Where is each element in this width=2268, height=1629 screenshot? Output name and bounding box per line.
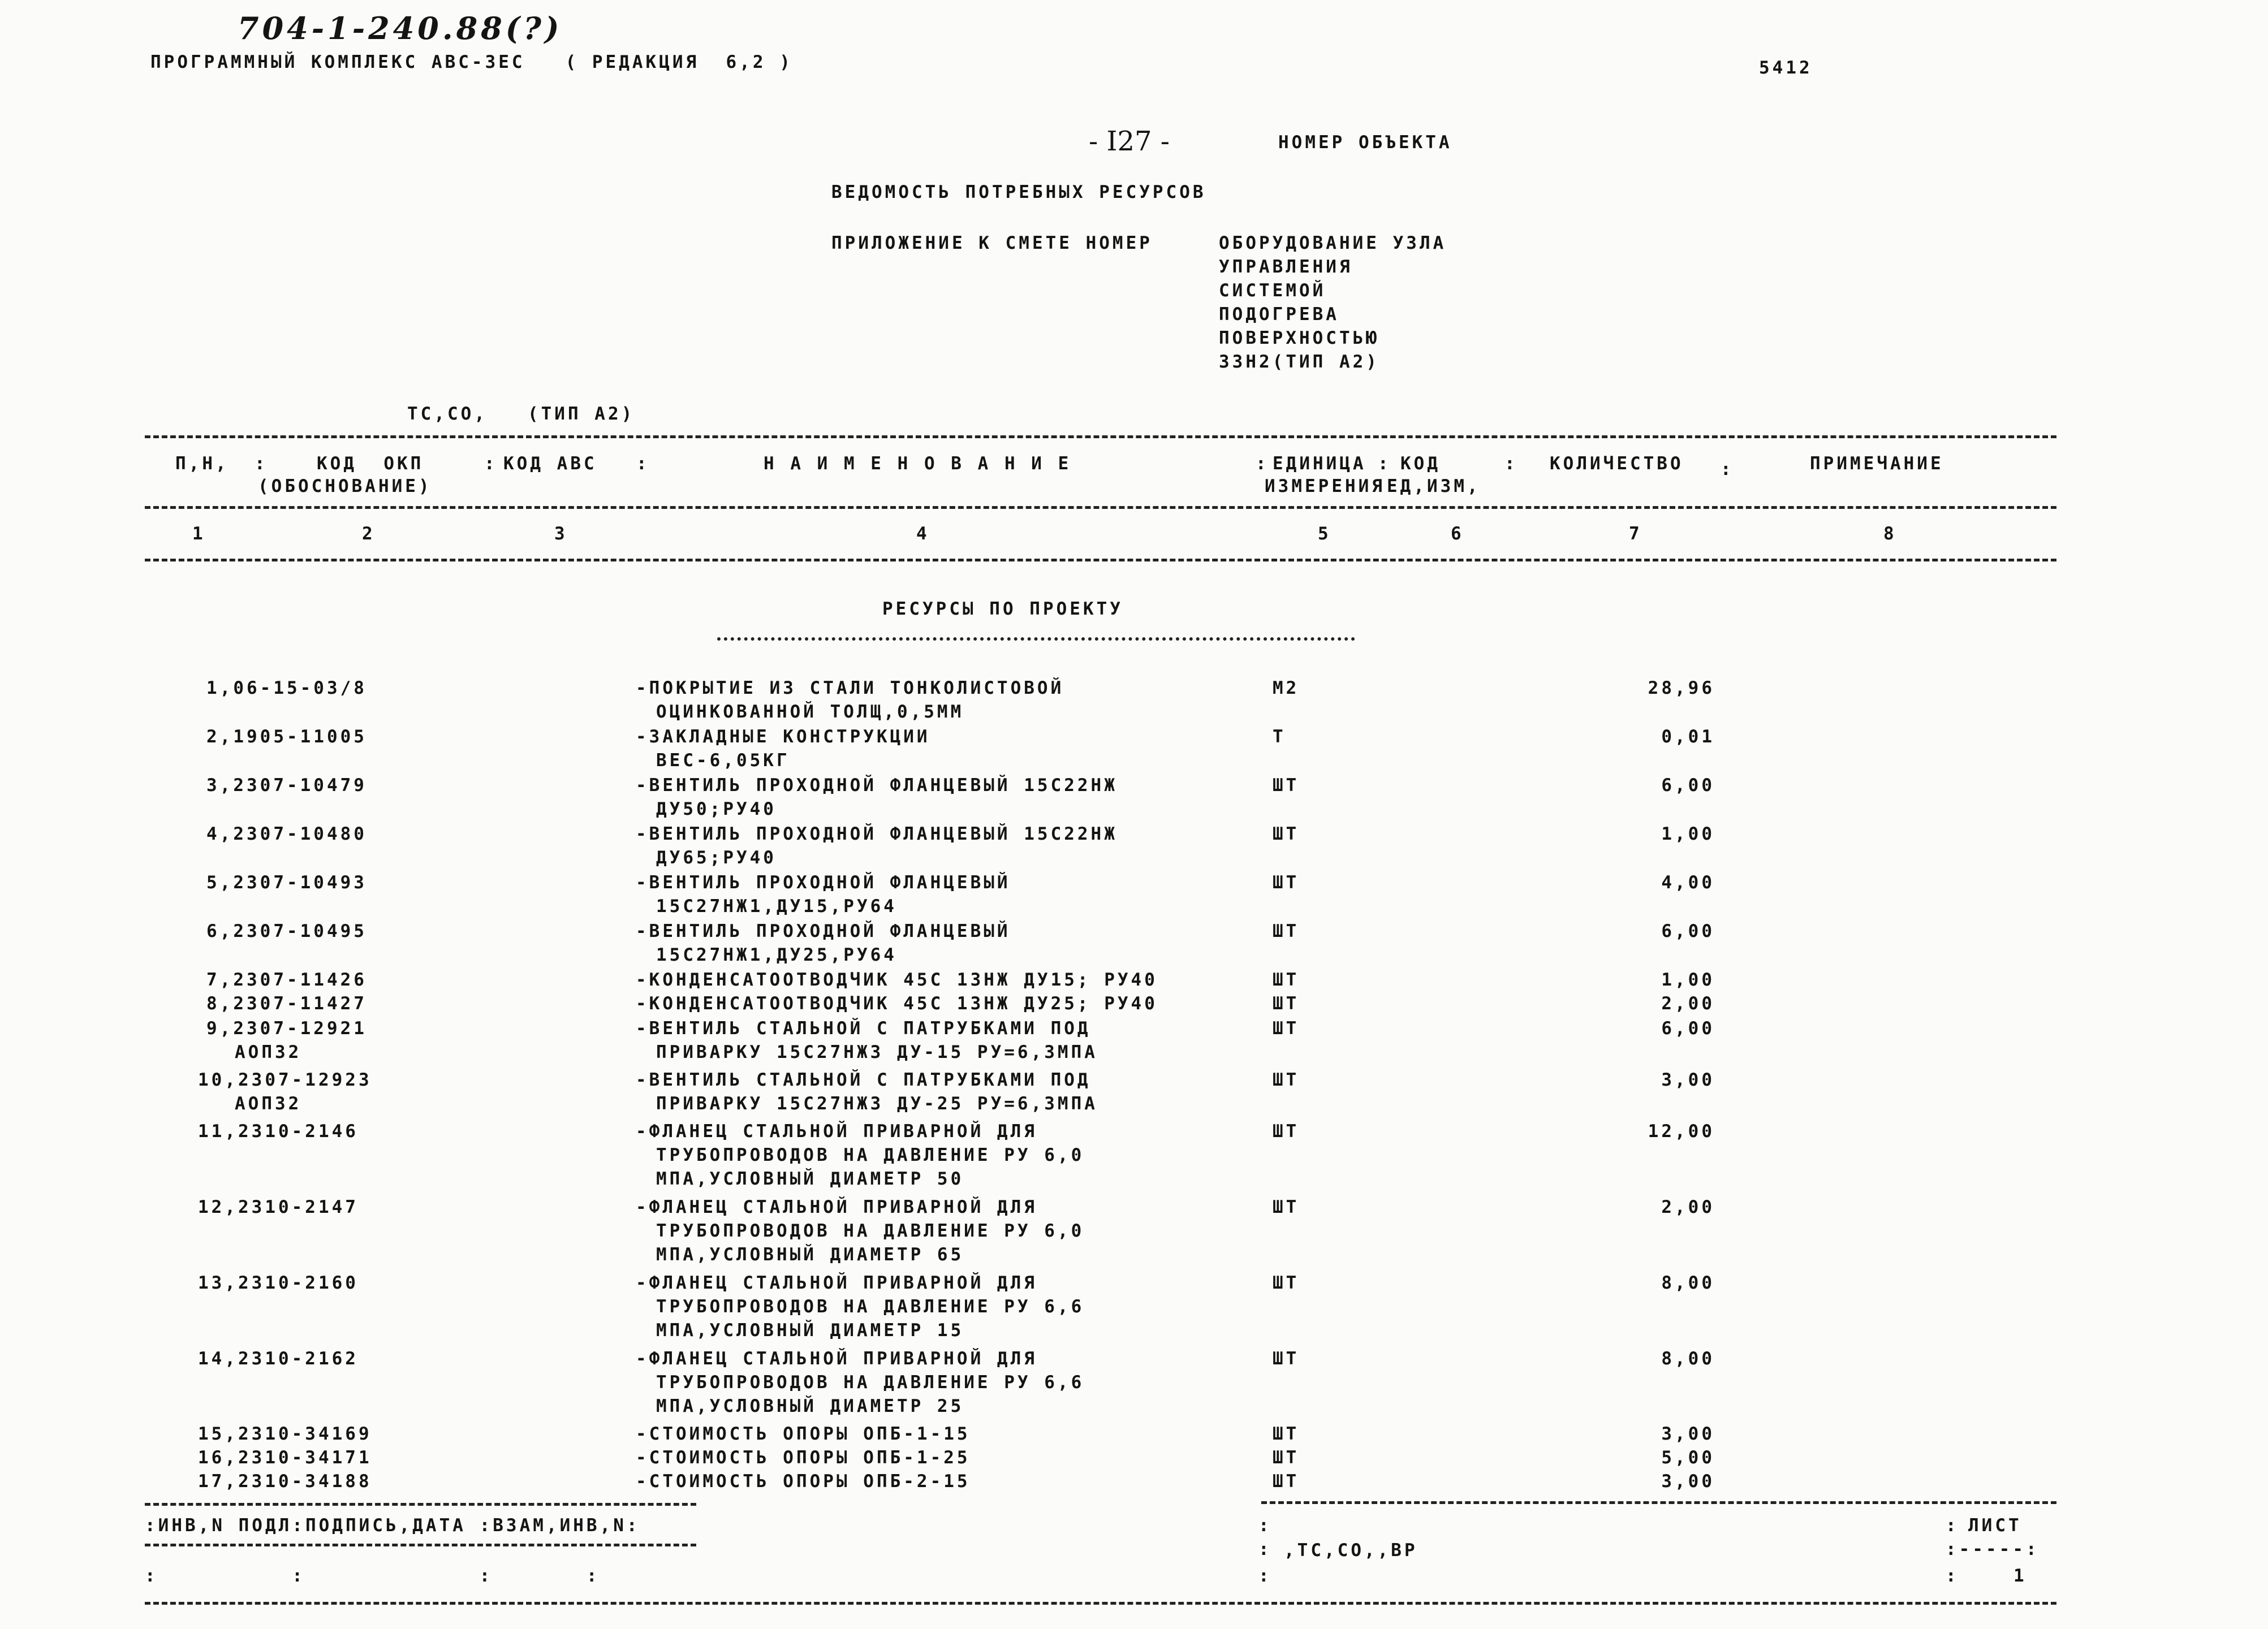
row-unit: ШТ xyxy=(1273,1121,1300,1142)
col-sep: : xyxy=(1378,453,1391,474)
row-code: 13,2310-2160 xyxy=(198,1273,359,1293)
row-name-line: МПА,УСЛОВНЫЙ ДИАМЕТР 15 xyxy=(656,1320,964,1341)
row-code: 10,2307-12923 xyxy=(198,1070,372,1090)
row-quantity: 2,00 xyxy=(1661,1197,1715,1217)
row-code: 6,2307-10495 xyxy=(206,921,367,941)
appendix-line: УПРАВЛЕНИЯ xyxy=(1219,257,1353,277)
row-name-line: -ФЛАНЕЦ СТАЛЬНОЙ ПРИВАРНОЙ ДЛЯ xyxy=(636,1273,1037,1293)
row-name-line: ТРУБОПРОВОДОВ НА ДАВЛЕНИЕ РУ 6,6 xyxy=(656,1372,1085,1393)
page-number: - I27 - xyxy=(1089,126,1170,157)
object-label: НОМЕР ОБЪЕКТА xyxy=(1278,132,1452,153)
footer-sep: : xyxy=(1946,1515,1959,1536)
row-unit: ШТ xyxy=(1273,775,1300,796)
row-quantity: 28,96 xyxy=(1648,678,1715,698)
col-number: 5 xyxy=(1318,524,1331,544)
program-line: ПРОГРАММНЫЙ КОМПЛЕКС АВС-3ЕС ( РЕДАКЦИЯ 6,2 ) xyxy=(150,52,793,72)
row-name-line: 15С27НЖ1,ДУ25,РУ64 xyxy=(656,945,897,965)
col-header-index: П,Н, xyxy=(175,453,229,474)
row-name-line: -ВЕНТИЛЬ СТАЛЬНОЙ С ПАТРУБКАМИ ПОД xyxy=(636,1070,1091,1090)
col-header-abc-code: КОД АВС xyxy=(503,453,597,474)
stamp-columns: : : : : xyxy=(145,1566,600,1586)
row-name-line: ОЦИНКОВАННОЙ ТОЛЩ,0,5ММ xyxy=(656,702,964,722)
col-number: 1 xyxy=(192,524,206,544)
footer-sep: : xyxy=(1258,1566,1272,1586)
row-unit: М2 xyxy=(1273,678,1300,698)
row-unit: ШТ xyxy=(1273,970,1300,990)
col-sep: : xyxy=(255,453,268,474)
table-numbers-divider xyxy=(145,559,2056,561)
row-quantity: 1,00 xyxy=(1661,824,1715,844)
row-name-line: -ПОКРЫТИЕ ИЗ СТАЛИ ТОНКОЛИСТОВОЙ xyxy=(636,678,1064,698)
row-code: 11,2310-2146 xyxy=(198,1121,359,1142)
row-code: 3,2307-10479 xyxy=(206,775,367,796)
row-name-line: -ФЛАНЕЦ СТАЛЬНОЙ ПРИВАРНОЙ ДЛЯ xyxy=(636,1121,1037,1142)
row-code-sub: АОП32 xyxy=(235,1094,302,1114)
row-quantity: 1,00 xyxy=(1661,970,1715,990)
row-name-line: ТРУБОПРОВОДОВ НА ДАВЛЕНИЕ РУ 6,0 xyxy=(656,1221,1085,1241)
row-unit: ШТ xyxy=(1273,1273,1300,1293)
col-header-quantity: КОЛИЧЕСТВО xyxy=(1550,453,1684,474)
row-code: 7,2307-11426 xyxy=(206,970,367,990)
row-code: 12,2310-2147 xyxy=(198,1197,359,1217)
appendix-line: 33Н2(ТИП А2) xyxy=(1219,352,1379,372)
row-quantity: 2,00 xyxy=(1661,993,1715,1014)
row-name-line: МПА,УСЛОВНЫЙ ДИАМЕТР 50 xyxy=(656,1169,964,1189)
row-quantity: 3,00 xyxy=(1661,1471,1715,1492)
col-sep: : xyxy=(1721,459,1734,479)
footer-sep: : xyxy=(1258,1515,1272,1536)
sheet-divider: :-----: xyxy=(1946,1539,2040,1559)
col-number: 8 xyxy=(1883,524,1897,544)
row-unit: ШТ xyxy=(1273,1349,1300,1369)
row-code-sub: АОП32 xyxy=(235,1042,302,1062)
sheet-label: ЛИСТ xyxy=(1968,1515,2022,1536)
col-sep: : xyxy=(484,453,498,474)
col-header-unit-code-sub: ЕД,ИЗМ, xyxy=(1387,476,1481,496)
section-title: РЕСУРСЫ ПО ПРОЕКТУ xyxy=(882,599,1123,619)
row-quantity: 5,00 xyxy=(1661,1447,1715,1468)
row-name-line: -СТОИМОСТЬ ОПОРЫ ОПБ-1-15 xyxy=(636,1424,971,1444)
appendix-line: ПОВЕРХНОСТЬЮ xyxy=(1219,328,1379,348)
col-header-unit-code: КОД xyxy=(1400,453,1441,474)
row-code: 5,2307-10493 xyxy=(206,872,367,893)
col-number: 3 xyxy=(554,524,568,544)
row-unit: ШТ xyxy=(1273,1424,1300,1444)
footer-right-top-border xyxy=(1261,1501,2056,1504)
col-number: 6 xyxy=(1451,524,1464,544)
row-name-line: -ФЛАНЕЦ СТАЛЬНОЙ ПРИВАРНОЙ ДЛЯ xyxy=(636,1349,1037,1369)
row-quantity: 6,00 xyxy=(1661,775,1715,796)
row-code: 16,2310-34171 xyxy=(198,1447,372,1468)
row-name-line: ДУ50;РУ40 xyxy=(656,799,777,819)
col-sep: : xyxy=(636,453,650,474)
row-quantity: 8,00 xyxy=(1661,1273,1715,1293)
row-quantity: 12,00 xyxy=(1648,1121,1715,1142)
row-name-line: -ЗАКЛАДНЫЕ КОНСТРУКЦИИ xyxy=(636,727,930,747)
row-name-line: ТРУБОПРОВОДОВ НА ДАВЛЕНИЕ РУ 6,0 xyxy=(656,1145,1085,1165)
row-unit: ШТ xyxy=(1273,921,1300,941)
row-name-line: 15С27НЖ1,ДУ15,РУ64 xyxy=(656,896,897,917)
footer-center-code: ,ТС,СО,,ВР xyxy=(1284,1540,1418,1561)
col-sep: : xyxy=(1504,453,1518,474)
row-quantity: 4,00 xyxy=(1661,872,1715,893)
col-sep: : xyxy=(1256,453,1269,474)
row-unit: ШТ xyxy=(1273,993,1300,1014)
footer-sep: : xyxy=(1946,1566,1959,1586)
row-unit: ШТ xyxy=(1273,1070,1300,1090)
row-code: 15,2310-34169 xyxy=(198,1424,372,1444)
row-name-line: -КОНДЕНСАТООТВОДЧИК 45С 13НЖ ДУ15; РУ40 xyxy=(636,970,1158,990)
row-code: 2,1905-11005 xyxy=(206,727,367,747)
row-code: 8,2307-11427 xyxy=(206,993,367,1014)
row-name-line: -КОНДЕНСАТООТВОДЧИК 45С 13НЖ ДУ25; РУ40 xyxy=(636,993,1158,1014)
row-quantity: 3,00 xyxy=(1661,1424,1715,1444)
col-number: 7 xyxy=(1629,524,1642,544)
col-header-name: Н А И М Е Н О В А Н И Е xyxy=(764,453,1072,474)
stamp-header: :ИНВ,N ПОДЛ:ПОДПИСЬ,ДАТА :ВЗАМ,ИНВ,N: xyxy=(145,1515,640,1536)
row-name-line: -ВЕНТИЛЬ ПРОХОДНОЙ ФЛАНЦЕВЫЙ 15С22НЖ xyxy=(636,824,1118,844)
row-quantity: 0,01 xyxy=(1661,727,1715,747)
row-name-line: -ВЕНТИЛЬ ПРОХОДНОЙ ФЛАНЦЕВЫЙ 15С22НЖ xyxy=(636,775,1118,796)
row-name-line: МПА,УСЛОВНЫЙ ДИАМЕТР 65 xyxy=(656,1245,964,1265)
row-name-line: ТРУБОПРОВОДОВ НА ДАВЛЕНИЕ РУ 6,6 xyxy=(656,1297,1085,1317)
footer-sep: : xyxy=(1258,1539,1272,1559)
col-number: 2 xyxy=(362,524,376,544)
row-unit: ШТ xyxy=(1273,824,1300,844)
row-code: 17,2310-34188 xyxy=(198,1471,372,1492)
row-code: 9,2307-12921 xyxy=(206,1018,367,1039)
appendix-label: ПРИЛОЖЕНИЕ К СМЕТЕ НОМЕР xyxy=(831,233,1153,253)
footer-left-top-border xyxy=(145,1503,696,1506)
row-name-line: -СТОИМОСТЬ ОПОРЫ ОПБ-2-15 xyxy=(636,1471,971,1492)
row-unit: ШТ xyxy=(1273,1471,1300,1492)
col-header-unit-sub: ИЗМЕРЕНИЯ xyxy=(1265,476,1385,496)
row-name-line: -ВЕНТИЛЬ ПРОХОДНОЙ ФЛАНЦЕВЫЙ xyxy=(636,872,1011,893)
col-number: 4 xyxy=(916,524,930,544)
section-code: ТС,СО, (ТИП А2) xyxy=(407,404,635,424)
row-quantity: 3,00 xyxy=(1661,1070,1715,1090)
document-title: ВЕДОМОСТЬ ПОТРЕБНЫХ РЕСУРСОВ xyxy=(831,182,1206,202)
appendix-line: ОБОРУДОВАНИЕ УЗЛА xyxy=(1219,233,1447,253)
row-name-line: ВЕС-6,05КГ xyxy=(656,750,790,771)
row-code: 14,2310-2162 xyxy=(198,1349,359,1369)
row-unit: Т xyxy=(1273,727,1286,747)
row-name-line: ДУ65;РУ40 xyxy=(656,848,777,868)
row-name-line: -ВЕНТИЛЬ СТАЛЬНОЙ С ПАТРУБКАМИ ПОД xyxy=(636,1018,1091,1039)
page-code: 5412 xyxy=(1759,58,1813,78)
appendix-line: ПОДОГРЕВА xyxy=(1219,304,1339,325)
row-code: 1,06-15-03/8 xyxy=(206,678,367,698)
row-quantity: 8,00 xyxy=(1661,1349,1715,1369)
row-unit: ШТ xyxy=(1273,1197,1300,1217)
row-unit: ШТ xyxy=(1273,872,1300,893)
row-name-line: -СТОИМОСТЬ ОПОРЫ ОПБ-1-25 xyxy=(636,1447,971,1468)
row-unit: ШТ xyxy=(1273,1447,1300,1468)
row-quantity: 6,00 xyxy=(1661,921,1715,941)
section-title-underline xyxy=(717,637,1355,641)
row-code: 4,2307-10480 xyxy=(206,824,367,844)
row-name-line: -ФЛАНЕЦ СТАЛЬНОЙ ПРИВАРНОЙ ДЛЯ xyxy=(636,1197,1037,1217)
footer-bottom-border xyxy=(145,1602,2056,1605)
row-quantity: 6,00 xyxy=(1661,1018,1715,1039)
appendix-line: СИСТЕМОЙ xyxy=(1219,280,1326,301)
row-name-line: -ВЕНТИЛЬ ПРОХОДНОЙ ФЛАНЦЕВЫЙ xyxy=(636,921,1011,941)
row-name-line: ПРИВАРКУ 15С27НЖ3 ДУ-25 РУ=6,3МПА xyxy=(656,1094,1098,1114)
sheet-number: 1 xyxy=(2013,1566,2027,1586)
row-name-line: МПА,УСЛОВНЫЙ ДИАМЕТР 25 xyxy=(656,1396,964,1416)
col-header-justification: (ОБОСНОВАНИЕ) xyxy=(258,476,432,496)
stamp-divider xyxy=(145,1544,696,1546)
col-header-note: ПРИМЕЧАНИЕ xyxy=(1810,453,1944,474)
table-header-divider xyxy=(145,506,2056,509)
col-header-code-okp: КОД ОКП xyxy=(317,453,424,474)
col-header-unit: ЕДИНИЦА xyxy=(1273,453,1366,474)
table-top-border xyxy=(145,435,2056,438)
row-unit: ШТ xyxy=(1273,1018,1300,1039)
handwritten-doc-code: 704-1-240.88(?) xyxy=(238,10,563,46)
row-name-line: ПРИВАРКУ 15С27НЖ3 ДУ-15 РУ=6,3МПА xyxy=(656,1042,1098,1062)
